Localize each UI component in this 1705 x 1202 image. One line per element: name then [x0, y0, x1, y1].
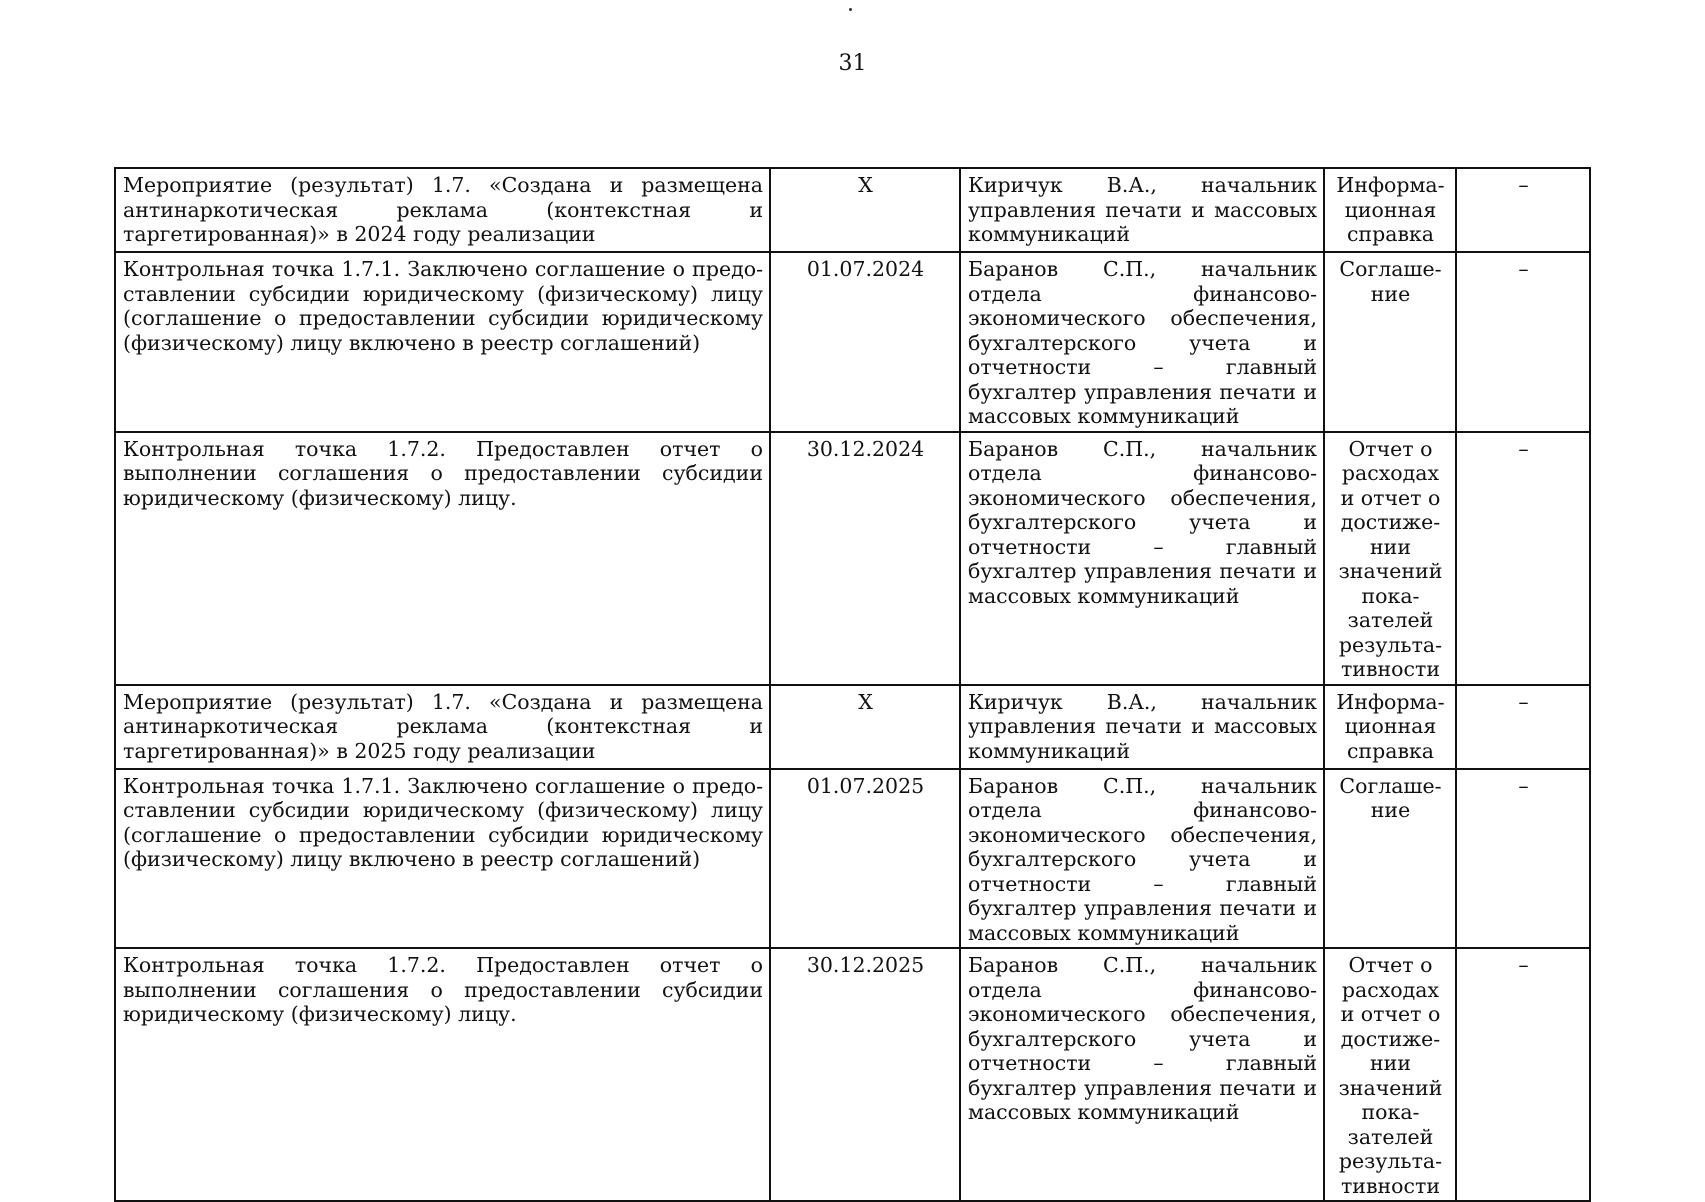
table-row — [115, 685, 1590, 769]
table-row — [115, 432, 1590, 685]
event-cell: Мероприятие (результат) 1.7. «Создана и размещена антинаркотическая реклама (контекстная и таргетированная)» в 2025 году реализации — [115, 685, 770, 769]
date-cell: X — [770, 685, 960, 769]
event-cell: Контрольная точка 1.7.1. Заключено соглашение о предоставлении субсидии юридическому (физическому) лицу (соглашение о предоставлении субсидии юридическому (физическому) лицу включено в реестр соглашений) — [115, 769, 770, 949]
document-cell: Информационная справка — [1324, 685, 1456, 769]
document-cell: Отчет о расходах и отчет о достижении значений показателей результативности — [1324, 948, 1456, 1201]
date-cell: 01.07.2024 — [770, 252, 960, 432]
document-cell: Соглашение — [1324, 769, 1456, 949]
event-cell: Мероприятие (результат) 1.7. «Создана и размещена антинаркотическая реклама (контекстная и таргетированная)» в 2024 году реализации — [115, 168, 770, 252]
responsible-cell: Баранов С.П., начальник отдела финансово-экономического обеспечения, бухгалтерского учета и отчетности – главный бухгалтер управления печати и массовых коммуникаций — [960, 948, 1324, 1201]
note-cell: – — [1456, 252, 1590, 432]
document-cell: Соглашение — [1324, 252, 1456, 432]
control-points-table — [114, 167, 1591, 1202]
table-row — [115, 948, 1590, 1201]
date-cell: 30.12.2025 — [770, 948, 960, 1201]
note-cell: – — [1456, 769, 1590, 949]
document-cell: Информационная справка — [1324, 168, 1456, 252]
date-cell: 01.07.2025 — [770, 769, 960, 949]
table-row — [115, 769, 1590, 949]
responsible-cell: Баранов С.П., начальник отдела финансово-экономического обеспечения, бухгалтерского учета и отчетности – главный бухгалтер управления печати и массовых коммуникаций — [960, 252, 1324, 432]
note-cell: – — [1456, 168, 1590, 252]
note-cell: – — [1456, 432, 1590, 685]
page-number: 31 — [838, 51, 867, 76]
note-cell: – — [1456, 948, 1590, 1201]
scan-speck — [849, 8, 852, 11]
date-cell: X — [770, 168, 960, 252]
event-cell: Контрольная точка 1.7.2. Предоставлен отчет о выполнении соглашения о предоставлении субсидии юридическому (физическому) лицу. — [115, 432, 770, 685]
table-row — [115, 252, 1590, 432]
date-cell: 30.12.2024 — [770, 432, 960, 685]
responsible-cell: Киричук В.А., начальник управления печати и массовых коммуникаций — [960, 168, 1324, 252]
table-row — [115, 168, 1590, 252]
responsible-cell: Баранов С.П., начальник отдела финансово-экономического обеспечения, бухгалтерского учета и отчетности – главный бухгалтер управления печати и массовых коммуникаций — [960, 769, 1324, 949]
document-cell: Отчет о расходах и отчет о достижении значений показателей результативности — [1324, 432, 1456, 685]
note-cell: – — [1456, 685, 1590, 769]
event-cell: Контрольная точка 1.7.1. Заключено соглашение о предоставлении субсидии юридическому (физическому) лицу (соглашение о предоставлении субсидии юридическому (физическому) лицу включено в реестр соглашений) — [115, 252, 770, 432]
responsible-cell: Киричук В.А., начальник управления печати и массовых коммуникаций — [960, 685, 1324, 769]
responsible-cell: Баранов С.П., начальник отдела финансово-экономического обеспечения, бухгалтерского учета и отчетности – главный бухгалтер управления печати и массовых коммуникаций — [960, 432, 1324, 685]
event-cell: Контрольная точка 1.7.2. Предоставлен отчет о выполнении соглашения о предоставлении субсидии юридическому (физическому) лицу. — [115, 948, 770, 1201]
